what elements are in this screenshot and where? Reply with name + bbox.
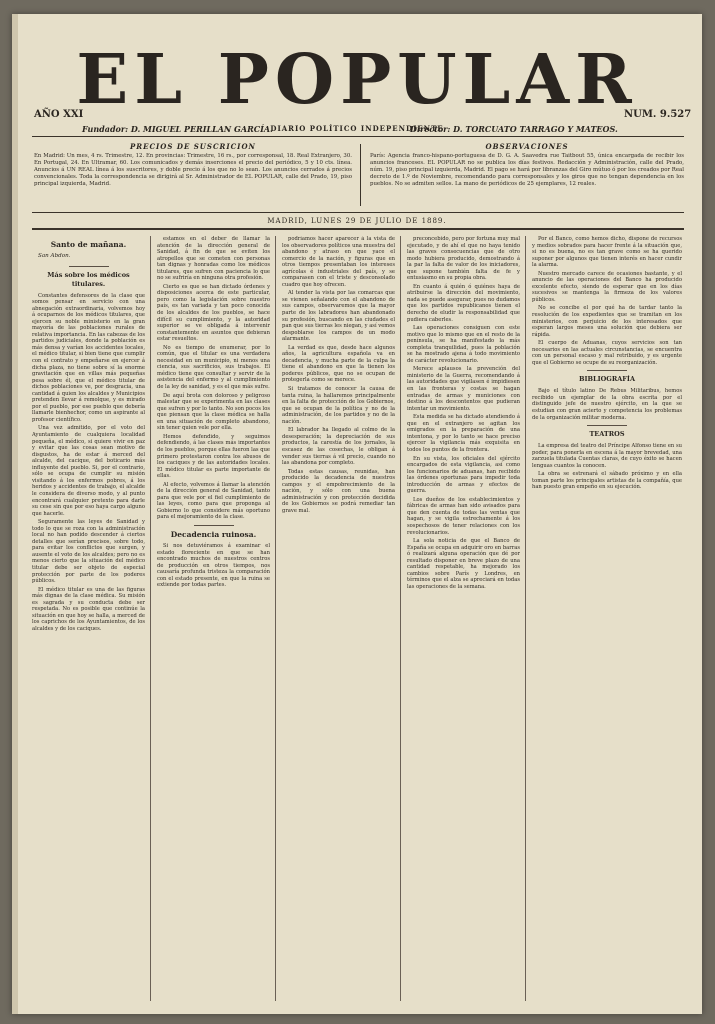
column-4 xyxy=(407,236,520,1006)
section-divider xyxy=(587,425,627,426)
saint-heading: Santo de mañana. xyxy=(50,240,127,249)
paragraph: Por el Banco, como hemos dicho, dispone de recursos y medios sobrados para hacer frente á la situación que, si no es buena, no es tan grave como se ha querido suponer por algunos que tienen interés en hacer cundir la alarma. xyxy=(532,236,682,269)
observations-title: OBSERVACIONES xyxy=(485,142,569,151)
paragraph: Seguramente las leyes de Sanidad y todo lo que se roza con la administración local no han podido descender á ciertos detalles que serían precisos, sobre todo, para evitar los conflictos que surgen, y ausente el voto de los alcaldes; pero no es menos cierto que la situación del médico titular debe ser objeto de especial protección por parte de los poderes públicos. xyxy=(32,519,145,585)
paragraph: Bajo el título latino De Rebus Militaribus, hemos recibido un ejemplar de la obra escrita por el distinguido jefe de nuestro ejército, en la que se estudian con gran acierto y competencia los problemas de la organización militar moderna. xyxy=(532,388,682,421)
paragraph: Todas estas causas, reunidas, han producido la decadencia de nuestros campos y el empobrecimiento de la nación, y sólo con una buena administración y con protección decidida de los Gobiernos se podrá remediar tan grave mal. xyxy=(282,468,395,514)
bibliography-heading: BIBLIOGRAFÍA xyxy=(579,375,635,384)
section-divider xyxy=(194,525,234,526)
masthead-rule xyxy=(32,136,684,137)
saint-name: San Abdon. xyxy=(38,253,71,259)
paragraph: La sola noticia de que el Banco de España se ocupa en adquirir oro en barras ó realizará alguna operación que dé por resultado disponer en breve plazo de una cantidad respetable, ha mejorado los cambios sobre París y Londres, en términos que el alza se apreciará en todas las operaciones de la semana. xyxy=(407,538,520,590)
article-heading: Más sobre los médicos titulares. xyxy=(47,270,130,288)
paragraph: Cierto es que se han dictado órdenes y disposiciones acerca de este particular, pero como la legislación sobre nuestro país, es tan variada y tan poco conocida de los alcaldes de los pueblos, se hace difícil su cumplimiento, y la autoridad superior se ve obligada á intervenir constantemente en asuntos que debieran estar resueltos. xyxy=(157,283,270,343)
issue-number: NUM. 9.527 xyxy=(624,109,692,120)
subscription-box xyxy=(34,142,352,212)
dateline: MADRID, LUNES 29 DE JULIO DE 1889. xyxy=(267,217,447,225)
column-2 xyxy=(157,236,270,1006)
observations-box xyxy=(370,142,684,212)
paragraph: Merece aplausos la prevención del ministerio de la Guerra, recomendando á las autoridades que vigilasen é impidiesen en las fronteras y costas se hagan entradas de armas y municiones con destino á los descontentos que pudieran intentar un movimiento. xyxy=(407,366,520,412)
column-3 xyxy=(282,236,395,1006)
paragraph: podríamos hacer aparecer á la vista de los observadores políticos una muestra del abandono y atraso en que yace el comercio de la nación, y figuras que en otros tiempos presentaban los intereses agrícolas é industriales del país, y se comparasen con el triste y desconsolado cuadro que hoy ofrecen. xyxy=(282,236,395,288)
paragraph: El cuerpo de Aduanas, cuyos servicios son tan necesarios en las actuales circunstancias, se encuentra con un personal escaso y mal retribuido, y es urgente que el Gobierno se ocupe de su reorganización. xyxy=(532,340,682,366)
director-line: Director: D. TORCUATO TARRAGO Y MATEOS. xyxy=(410,124,618,134)
paragraph: Si tratamos de conocer la causa de tanta ruina, la hallaremos principalmente en la falta de protección de los Gobiernos, que se ocupan de la política y no de la administración, de los partidos y no de la nación. xyxy=(282,386,395,425)
column-divider xyxy=(525,236,526,1001)
observations-text: París: Agencia franco-hispano-portuguesa de D. G. A. Saavedra rue Taitbout 55, única encargada de recibir los anuncios franceses. EL POPULAR no se publica los días festivos. Redacción y Administración, calle del Prado, núm. 19, piso principal izquierda, Madrid. El pago se hará por libranzas del Giro mútuo ó por los creados por Real decreto de 1.º de Noviembre, recomendando para corresponsales y los giros que no tengan dependencia en los pueblos. No se admiten sellos. La mano de periódicos de 25 ejemplares, 12 reales. xyxy=(370,153,684,187)
paragraph: Constantes defensores de la clase que somos pensar en servicio con una abnegación extraordinaria, volvemos hoy á ocuparnos de los médicos titulares, que ejercen su noble ministerio en la gran mayoría de las poblaciones rurales de relativa importancia. En las cabezas de los partidos judiciales, donde la población es más densa y varían los accidentes locales, el médico titular, si bien tiene que cumplir con el contrato y empeñarse en ejercer á dicha plaza, no tiene sobre sí la enorme gravitación que en villas más pequeñas pesa sobre él, que el médico titular de dichos poblaciones ve, por desgracia, una cantidad á quien los alcaldes y Municipios pretenden llevar á remolque, y es mirado por el pueblo, por ese pueblo que debería llamarle bienhechor, como un aspirante al profesor científico. xyxy=(32,292,145,423)
newspaper-subtitle: DIARIO POLÍTICO INDEPENDIENTE xyxy=(270,124,444,133)
founder-line: Fundador: D. MIGUEL PERILLAN GARCÍA. xyxy=(82,124,273,134)
paragraph: La empresa del teatro del Príncipe Alfonso tiene en su poder, para ponerla en escena á la mayor brevedad, una zarzuela titulada Cuentas claras, de cuyo éxito se hacen lenguas cuantos la conocen. xyxy=(532,443,682,469)
paragraph: Nuestro mercado carece de ocasiones bastante, y el anuncio de las operaciones del Banco ha producido excelente efecto, siendo de esperar que en los días sucesivos se mantenga la firmeza de los valores públicos. xyxy=(532,270,682,303)
page-edge xyxy=(12,14,18,1014)
newspaper-title: EL POPULAR xyxy=(76,40,638,120)
year-label: AÑO XXI xyxy=(34,109,84,120)
paragraph: Al tender la vista por las comarcas que se vienen señalando con el abandono de sus campos, observaremos que la mayor parte de los labradores han abandonado su profesión, buscando en las ciudades el pan que sus tierras les niegan, y así vemos despoblarse los campos de un modo alarmante. xyxy=(282,290,395,343)
paragraph: El labrador ha llegado al colmo de la desesperación; la depreciación de sus productos, la carestía de los jornales, la escasez de las cosechas, le obligan á vender sus tierras á vil precio, cuando no las abandona por completo. xyxy=(282,427,395,467)
column-1 xyxy=(32,236,145,1006)
subscription-text: En Madrid: Un mes, 4 rs. Trimestre, 12. En provincias: Trimestre, 16 rs., por corresponsal, 18. Real Extranjero, 30. En Portugal, 24. En Ultramar, 60. Los comunicados y demás inserciones el precio del periódico, 5 y 10 cts. línea. Anuncios á UN REAL línea á los suscritores, y doble precio á los que no lo sean. Los anuncios cerrados á precios convencionales. Toda la correspondencia se dirigirá al Sr. Administrador de EL POPULAR, calle del Prado, 19, piso principal izquierda, Madrid. xyxy=(34,153,352,187)
column-divider xyxy=(275,236,276,1001)
paragraph: Si nos detuviéramos á examinar el estado floreciente en que se han encontrado muchos de nuestros centros de producción en otros tiempos, nos causaría profunda tristeza la comparación con el estado presente, en que la ruina se extiende por todas partes. xyxy=(157,542,270,589)
column-divider xyxy=(150,236,151,1001)
section-divider xyxy=(69,266,109,267)
paragraph: El médico titular es una de las figuras más dignas de la clase médica. Su misión es sagrada y su conducta debe ser respetada. No es posible que continúe la situación en que hoy se halla, a merced de los caprichos de los Ayuntamientos, de los alcaldes y de los caciques. xyxy=(32,586,145,632)
paragraph: En su vista, los oficiales del ejército encargados de esta vigilancia, así como los funcionarios de aduanas, han recibido las órdenes oportunas para impedir toda introducción de armas y efectos de guerra. xyxy=(407,455,520,495)
info-rule xyxy=(32,212,684,213)
theaters-heading: TEATROS xyxy=(589,430,625,439)
newspaper-page xyxy=(12,14,702,1014)
subscription-title: PRECIOS DE SUSCRICION xyxy=(130,142,256,151)
paragraph: estamos en el deber de llamar la atención de la dirección general de Sanidad, á fin de que se eviten los atropellos que se cometen con personas tan dignas y honradas como los médicos titulares, que sufren con paciencia lo que no se sufriría en ninguna otra profesión. xyxy=(157,236,270,282)
paragraph: Al efecto, volvemos á llamar la atención de la dirección general de Sanidad, tanto para que vele por el fiel cumplimiento de las leyes, como para que proponga al Gobierno lo que considere más oportuno para el mejoramiento de la clase. xyxy=(157,481,270,521)
paragraph: Los dueños de los establecimientos y fábricas de armas han sido avisados para que den cuenta de todas las ventas que hagan, y se vigila estrechamente á los sospechosos de tener relaciones con los revolucionarios. xyxy=(407,496,520,536)
section-divider xyxy=(587,370,627,371)
paragraph: No se concibe el por qué ha de tardar tanto la resolución de los expedientes que se tramitan en los ministerios, con perjuicio de los interesados que esperan largos meses una solución que debiera ser rápida. xyxy=(532,305,682,338)
paragraph: Hemos defendido, y seguimos defendiendo, á las clases más importantes de los pueblos, porque ellas fueron las que primero protestaron contra los abusos de los caciques y de las autoridades locales. El médico titular es parte importante de ellas. xyxy=(157,433,270,480)
paragraph: De aquí brota con doloroso y peligroso malestar que se experimenta en las clases que sufren y por lo tanto. No son pocos los que piensan que la clase médica se halla en una situación de completo abandono, sin tener quien vele por ella. xyxy=(157,392,270,432)
paragraph: Una vez admitido, por el voto del Ayuntamiento de cualquiera localidad pequeña, el médico, si quiere vivir en paz y evitar que las cosas sean motivo de disgustos, ha de estar á merced del alcalde, del cacique, del boticario más influyente del pueblo. Si, por el contrario, sólo se ocupa de cumplir su misión visitando á los enfermos pobres, á los heridos y accidentes de trabajo, el alcalde le considera de diverso modo, y al punto encontrará cualquier pretexto para darle su cese sin que por eso haya cargo alguno que hacerle. xyxy=(32,425,145,517)
paragraph: No es tiempo de enumerar, por lo común, que el titular es una verdadera necesidad en un municipio, ni menos una ciencia, sus sacrificios, sus trabajos. El médico tiene que consultar y servir de la asistencia del enfermo y al cumplimiento de la ley de sanidad, y es el que más sufre. xyxy=(157,344,270,391)
paragraph: Las operaciones consiguen con este motivo que lo mismo que en el resto de la península, se ha manifestado la más completa tranquilidad, pues la población se ha mostrado ajena á todo movimiento de carácter revolucionario. xyxy=(407,325,520,364)
paragraph: Esta medida se ha dictado atendiendo á que en el extranjero se agitan los emigrados en la preparación de una intentona, y por lo tanto se hace preciso ejercer la vigilancia más exquisita en todos los puntos de la frontera. xyxy=(407,414,520,453)
column-divider xyxy=(400,236,401,1001)
paragraph: En cuanto á quién ó quiénes haya de atribuirse la dirección del movimiento, nada se puede asegurar, pues no dudamos que los partidos republicanos tienen el derecho de eludir la responsabilidad que pudiera caberles. xyxy=(407,283,520,323)
paragraph: preconcebido, pero por fortuna muy mal ejecutado, y de ahí el que no haya tenido las graves consecuencias que de otro modo hubiera producido, demostrando á la par la falta de valor de los iniciadores, que supone también falta de fe y entusiasmo en su propia obra. xyxy=(407,236,520,282)
dateline-rule xyxy=(32,228,684,230)
paragraph: La obra se estrenará el sábado próximo y en ella toman parte los principales artistas de la compañía, que han puesto gran empeño en su ejecución. xyxy=(532,471,682,491)
article-heading: Decadencia ruinosa. xyxy=(170,529,257,539)
column-5 xyxy=(532,236,682,1006)
info-divider xyxy=(360,144,361,206)
paragraph: La verdad es que, desde hace algunos años, la agricultura española va en decadencia, y mucha parte de la culpa la tiene el abandono en que la tienen los poderes públicos, que no se ocupan de protegerla como se merece. xyxy=(282,344,395,384)
